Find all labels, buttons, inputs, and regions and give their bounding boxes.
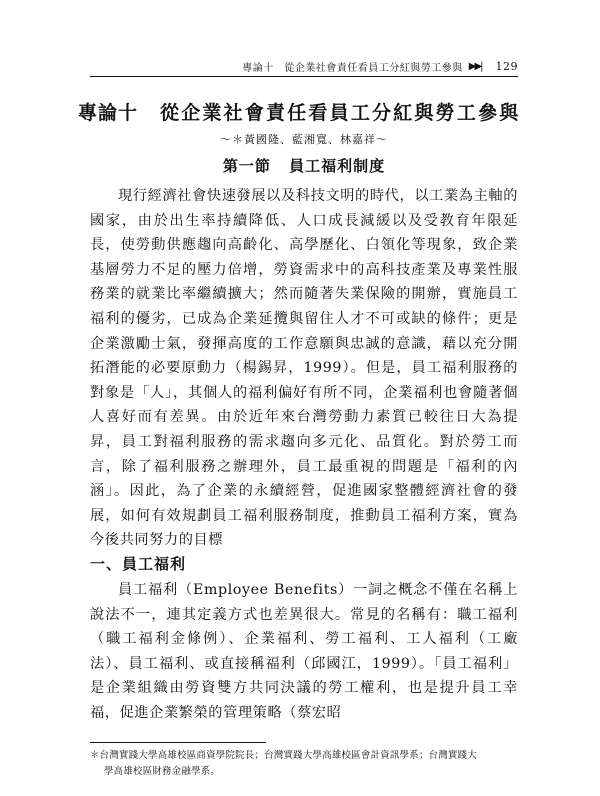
subsection-title: 一、員工福利 [90, 555, 187, 573]
authors-line: ～＊黃國隆、藍湘寬、林嘉祥～ [220, 133, 388, 146]
body-paragraph-1: 現行經濟社會快速發展以及科技文明的時代，以工業為主軸的國家，由於出生率持續降低、人口成長減緩以及受教育年限延長，使勞動供應趨向高齡化、高學歷化、白領化等現象，致企業基層勞力不足的壓力倍增，勞資需求中的高科技產業及專業性服務業的就業比率繼續擴大；然而隨著失業保險的開辦，實施員工福利的優劣，已成為企業延攬與留住人才不可或缺的條件；更是企業激勵士氣，發揮高度的工作意願與忠誠的意識，藉以充分開拓潛能的必要原動力（楊錫昇，1999）。但是，員工福利服務的對象是「人」，其個人的福利偏好有所不同，企業福利也會隨著個人喜好而有差異。由於近年來台灣勞動力素質已較往日大為提昇，員工對福利服務的需求趨向多元化、品質化。對於勞工而言，除了福利服務之辦理外，員工最重視的問題是「福利的內涵」。因此，為了企業的永續經營，促進國家整體經濟社會的發展，如何有效規劃員工福利服務制度，推動員工福利方案，實為今後共同努力的目標 [90, 188, 518, 549]
footnote-rule [90, 742, 266, 743]
page-number: 129 [495, 59, 518, 73]
footnote [90, 748, 518, 780]
play-arrows-icon: ▶▶| [468, 60, 482, 72]
header-rule [90, 76, 518, 77]
running-header-title: 專論十 從企業社會責任看員工分紅與勞工參與 [242, 62, 463, 74]
section-name: 員工福利制度 [289, 157, 386, 175]
section-number: 第一節 [222, 157, 271, 175]
footnote-line-2: 學高雄校區財務金融學系。 [104, 766, 221, 777]
running-header [90, 56, 518, 76]
footnote-line-1: ＊台灣實踐大學高雄校區商資學院院長；台灣實踐大學高雄校區會計資訊學系；台灣實踐大 [90, 750, 478, 761]
chapter-name: 從企業社會責任看員工分紅與勞工參與 [160, 102, 521, 124]
chapter-title [78, 98, 528, 125]
section-title [90, 155, 518, 176]
chapter-number: 專論十 [78, 102, 139, 124]
body-paragraph-2: 員工福利（Employee Benefits）一詞之概念不僅在名稱上說法不一，連其定義方式也差異很大。常見的名稱有：職工福利（職工福利金條例）、企業福利、勞工福利、工人福利（工廠法）、員工福利、或直接稱福利（邱國江，1999）。「員工福利」是企業組織由勞資雙方共同決議的勞工權利，也是提升員工幸福，促進企業繁榮的管理策略（蔡宏昭 [90, 582, 518, 721]
